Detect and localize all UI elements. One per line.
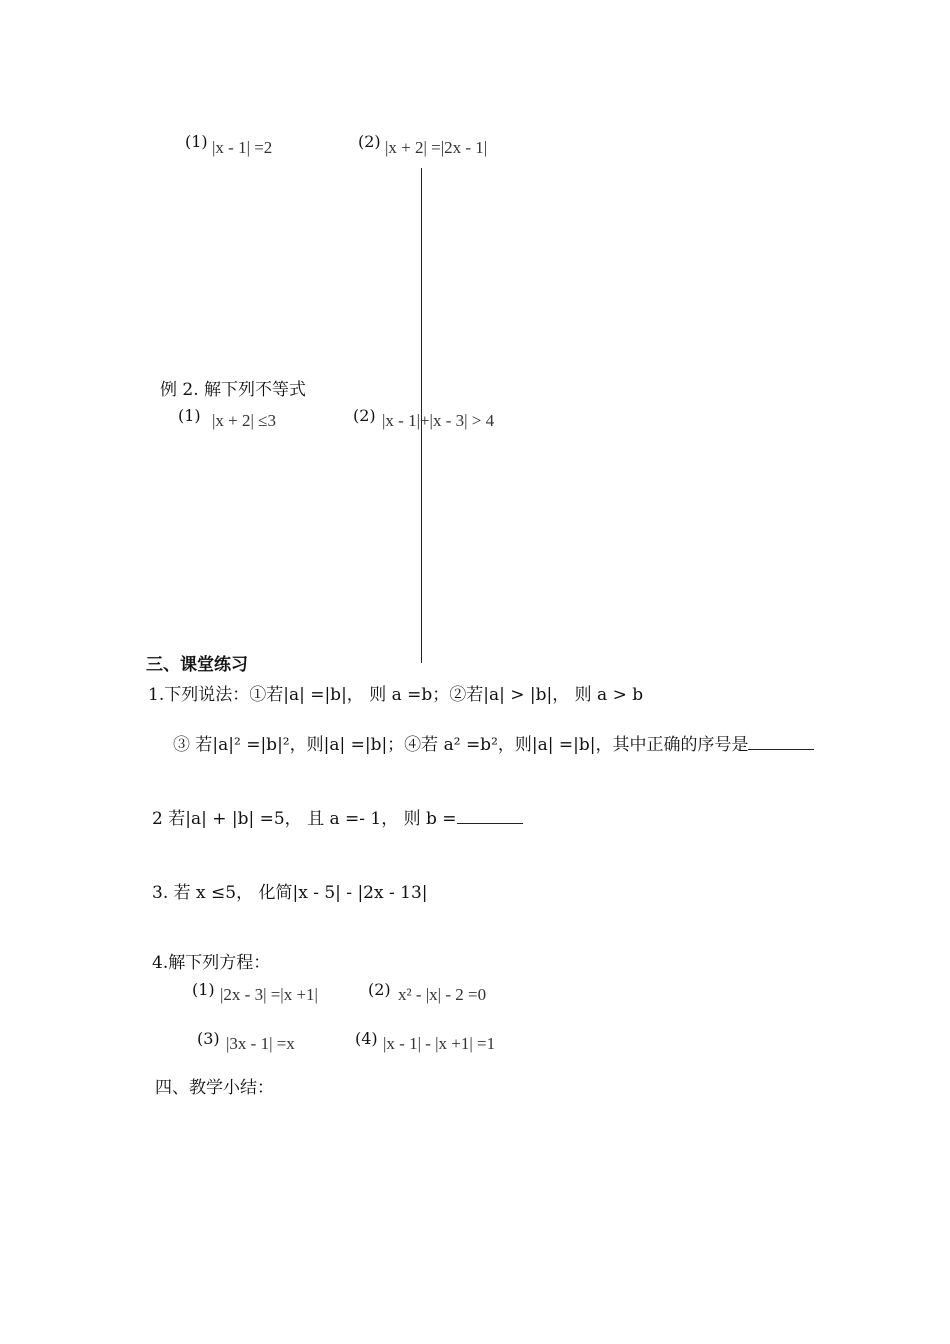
- example1-part1-label: (1): [185, 132, 208, 151]
- section4-heading: 四、教学小结：: [155, 1078, 274, 1098]
- example2-part2-label: (2): [353, 406, 376, 425]
- exercise1-line1: 1.下列说法：①若|a| =|b|， 则 a =b；②若|a| > |b|， 则 a > b: [148, 685, 644, 705]
- exercise4-title: 4.解下列方程：: [152, 953, 271, 973]
- exercise4-part4-label: (4): [355, 1029, 378, 1048]
- exercise4-part2-label: (2): [368, 980, 391, 999]
- exercise1-line2: [173, 730, 814, 755]
- exercise4-part1-equation: |2x - 3| =|x +1|: [220, 985, 318, 1004]
- exercise4-part3-equation: |3x - 1| =x: [226, 1034, 295, 1053]
- example2-part1-inequality: |x + 2| ≤3: [212, 411, 276, 430]
- exercise1-line2-text: ③ 若|a|² =|b|²，则|a| =|b|；④若 a² =b²，则|a| =|b|，其中正确的序号是: [173, 735, 749, 755]
- exercise2-text: 2 若|a| + |b| =5， 且 a =- 1， 则 b =: [152, 809, 457, 829]
- example1-part2-label: (2): [358, 132, 381, 151]
- exercise3: 3. 若 x ≤5， 化简|x - 5| - |2x - 13|: [152, 883, 428, 903]
- exercise4-part3-label: (3): [197, 1029, 220, 1048]
- example2-part2-inequality: |x - 1|+|x - 3| > 4: [382, 411, 495, 430]
- section3-heading: 三、课堂练习: [146, 655, 248, 675]
- example1-part2-equation: |x + 2| =|2x - 1|: [385, 138, 488, 157]
- example1-part1-equation: |x - 1| =2: [212, 138, 273, 157]
- example2-part1-label: (1): [178, 406, 201, 425]
- example2-title: 例 2. 解下列不等式: [160, 380, 307, 400]
- exercise2: [152, 804, 523, 829]
- answer-blank: [748, 735, 814, 750]
- answer-blank: [457, 809, 523, 824]
- exercise4-part2-equation: x² - |x| - 2 =0: [398, 985, 487, 1004]
- exercise4-part1-label: (1): [192, 980, 215, 999]
- exercise4-part4-equation: |x - 1| - |x +1| =1: [383, 1034, 496, 1053]
